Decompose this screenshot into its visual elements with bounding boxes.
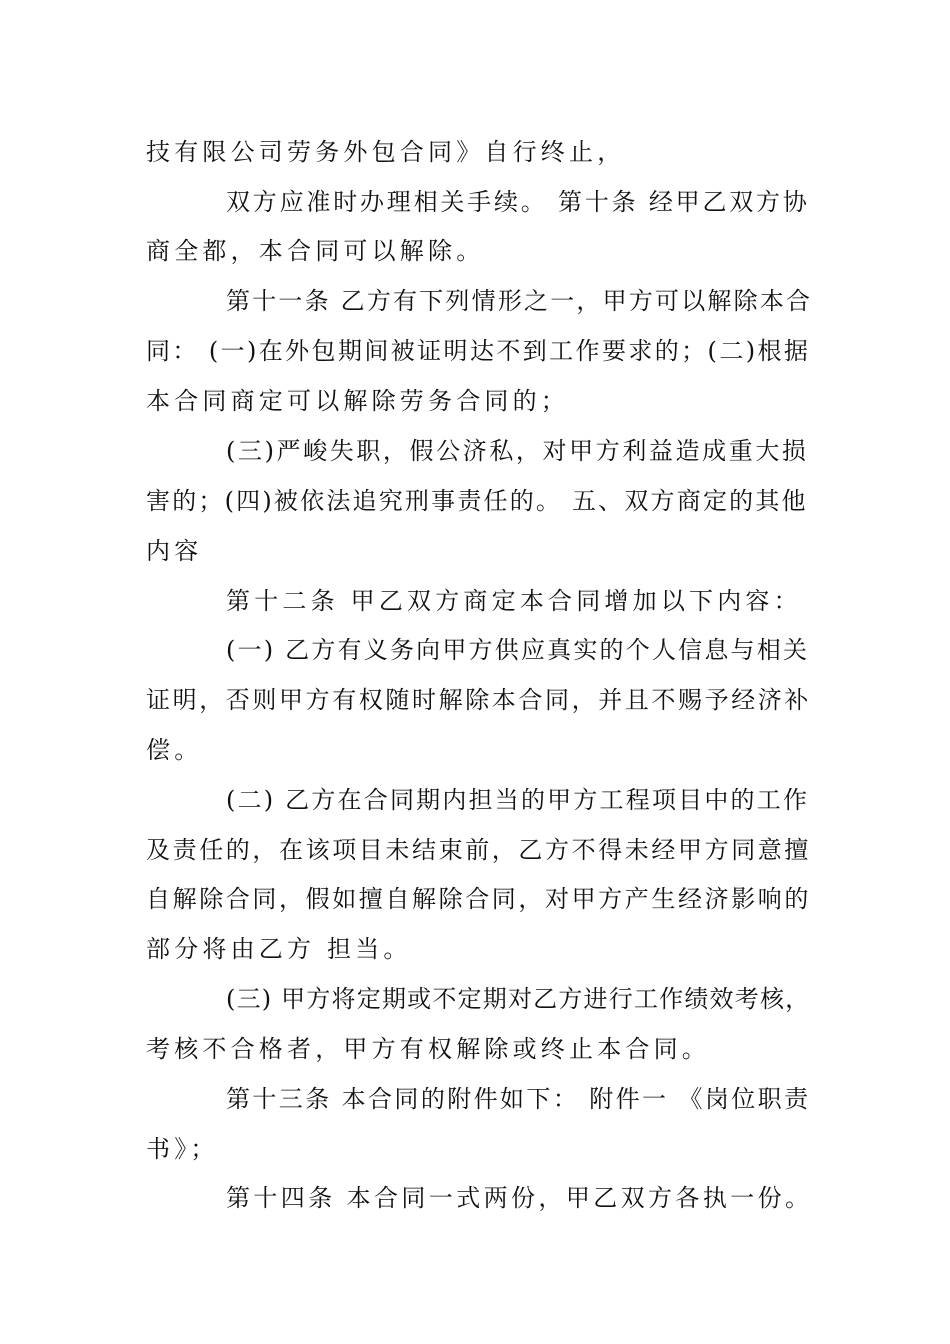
text-line: 技有限公司劳务外包合同》自行终止，: [146, 138, 626, 166]
text-line: 同： (一)在外包期间被证明达不到工作要求的；(二)根据: [146, 337, 811, 365]
text-line: 双方应准时办理相关手续。 第十条 经甲乙双方协: [226, 188, 810, 216]
text-line: 本合同商定可以解除劳务合同的；: [146, 387, 569, 415]
text-line: 偿。: [146, 736, 203, 764]
text-line: 第十二条 甲乙双方商定本合同增加以下内容：: [226, 587, 802, 615]
text-line: 第十一条 乙方有下列情形之一，甲方可以解除本合: [226, 287, 813, 315]
text-line: (三)严峻失职，假公济私，对甲方利益造成重大损: [226, 437, 809, 465]
text-line: 害的；(四)被依法追究刑事责任的。 五、双方商定的其他: [146, 487, 808, 515]
text-line: 内容: [146, 537, 203, 565]
text-line: (三) 甲方将定期或不定期对乙方进行工作绩效考核，: [226, 985, 811, 1013]
text-line: (二) 乙方在合同期内担当的甲方工程项目中的工作: [226, 786, 810, 814]
text-line: 书》；: [146, 1135, 219, 1163]
text-line: 考核不合格者，甲方有权解除或终止本合同。: [146, 1035, 710, 1063]
text-line: 部分将由乙方 担当。: [146, 935, 412, 963]
text-line: 及责任的，在该项目未结束前，乙方不得未经甲方同意擅: [146, 836, 811, 864]
text-line: 商全都，本合同可以解除。: [146, 237, 485, 265]
text-line: (一) 乙方有义务向甲方供应真实的个人信息与相关: [226, 636, 810, 664]
text-line: 自解除合同，假如擅自解除合同，对甲方产生经济影响的: [146, 885, 811, 913]
text-line: 第十三条 本合同的附件如下： 附件一 《岗位职责: [226, 1085, 811, 1113]
text-line: 证明，否则甲方有权随时解除本合同，并且不赐予经济补: [146, 686, 811, 714]
text-line: 第十四条 本合同一式两份，甲乙双方各执一份。: [226, 1184, 813, 1212]
